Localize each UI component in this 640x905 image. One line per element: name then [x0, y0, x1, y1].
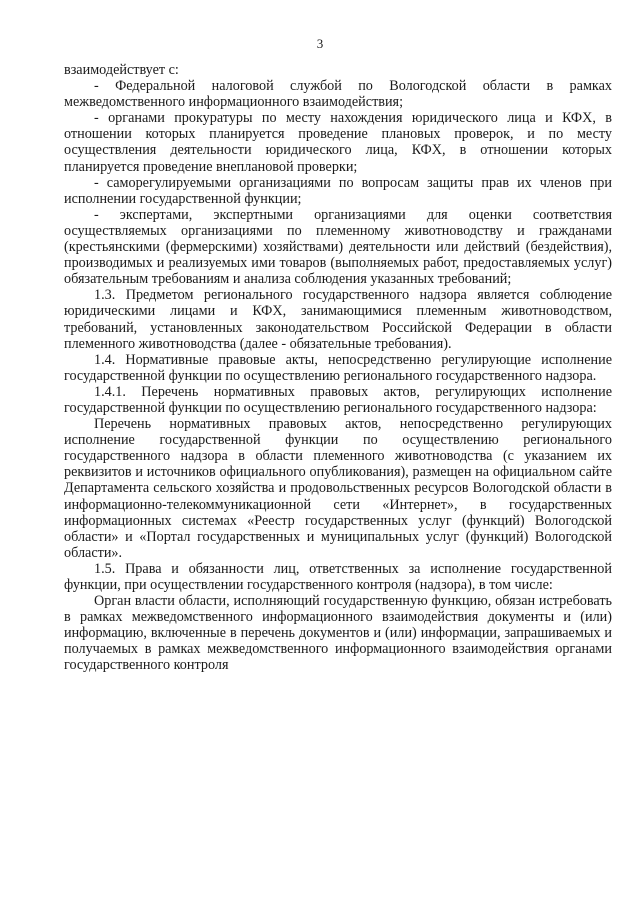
document-body — [64, 62, 612, 674]
paragraph: Орган власти области, исполняющий государственную функцию, обязан истребовать в рамках межведомственного информационного взаимодействия документы и (или) информацию, включенные в перечень документов и (или) информации, запрашиваемых и получаемых в рамках межведомственного информационного взаимодействия органами государственного контроля — [64, 593, 612, 674]
paragraph: - органами прокуратуры по месту нахождения юридического лица и КФХ, в отношении которых планируется проведение плановых проверок, и по месту осуществления деятельности юридического лица, КФХ, в отношении которых планируется проведение внеплановой проверки; — [64, 110, 612, 175]
paragraph: - экспертами, экспертными организациями для оценки соответствия осуществляемых организациями по племенному животноводству и гражданами (крестьянскими (фермерскими) хозяйствами) деятельности или действий (бездействия), производимых и реализуемых ими товаров (выполняемых работ, предоставляемых услуг) обязательным требованиям и анализа соблюдения указанных требований; — [64, 206, 612, 288]
paragraph: Перечень нормативных правовых актов, непосредственно регулирующих исполнение государственной функции по осуществлению регионального государственного надзора в области племенного животноводства (с указанием их реквизитов и источников официального опубликования), размещен на официальном сайте Департамента сельского хозяйства и продовольственных ресурсов Вологодской области в информационно-телекоммуникационной сети «Интернет», в государственных информационных системах «Реестр государственных услуг (функций) Вологодской области» и «Портал государственных и муниципальных услуг (функций) Вологодской области». — [64, 416, 612, 561]
paragraph: 1.4.1. Перечень нормативных правовых актов, регулирующих исполнение государственной функции по осуществлению регионального государственного надзора: — [64, 383, 612, 416]
paragraph: 1.5. Права и обязанности лиц, ответственных за исполнение государственной функции, при осуществлении государственного контроля (надзора), в том числе: — [64, 560, 612, 593]
paragraph: 1.4. Нормативные правовые акты, непосредственно регулирующие исполнение государственной функции по осуществлению регионального государственного надзора. — [64, 351, 612, 384]
page-number: 3 — [316, 36, 324, 51]
paragraph: - Федеральной налоговой службой по Вологодской области в рамках межведомственного информационного взаимодействия; — [64, 78, 612, 111]
paragraph: 1.3. Предметом регионального государственного надзора является соблюдение юридическими лицами и КФХ, занимающимися племенным животноводством, требований, установленных законодательством Российской Федерации в области племенного животноводства (далее - обязательные требования). — [64, 287, 612, 352]
paragraph: - саморегулируемыми организациями по вопросам защиты прав их членов при исполнении государственной функции; — [64, 174, 612, 207]
paragraph: взаимодействует с: — [64, 62, 179, 78]
